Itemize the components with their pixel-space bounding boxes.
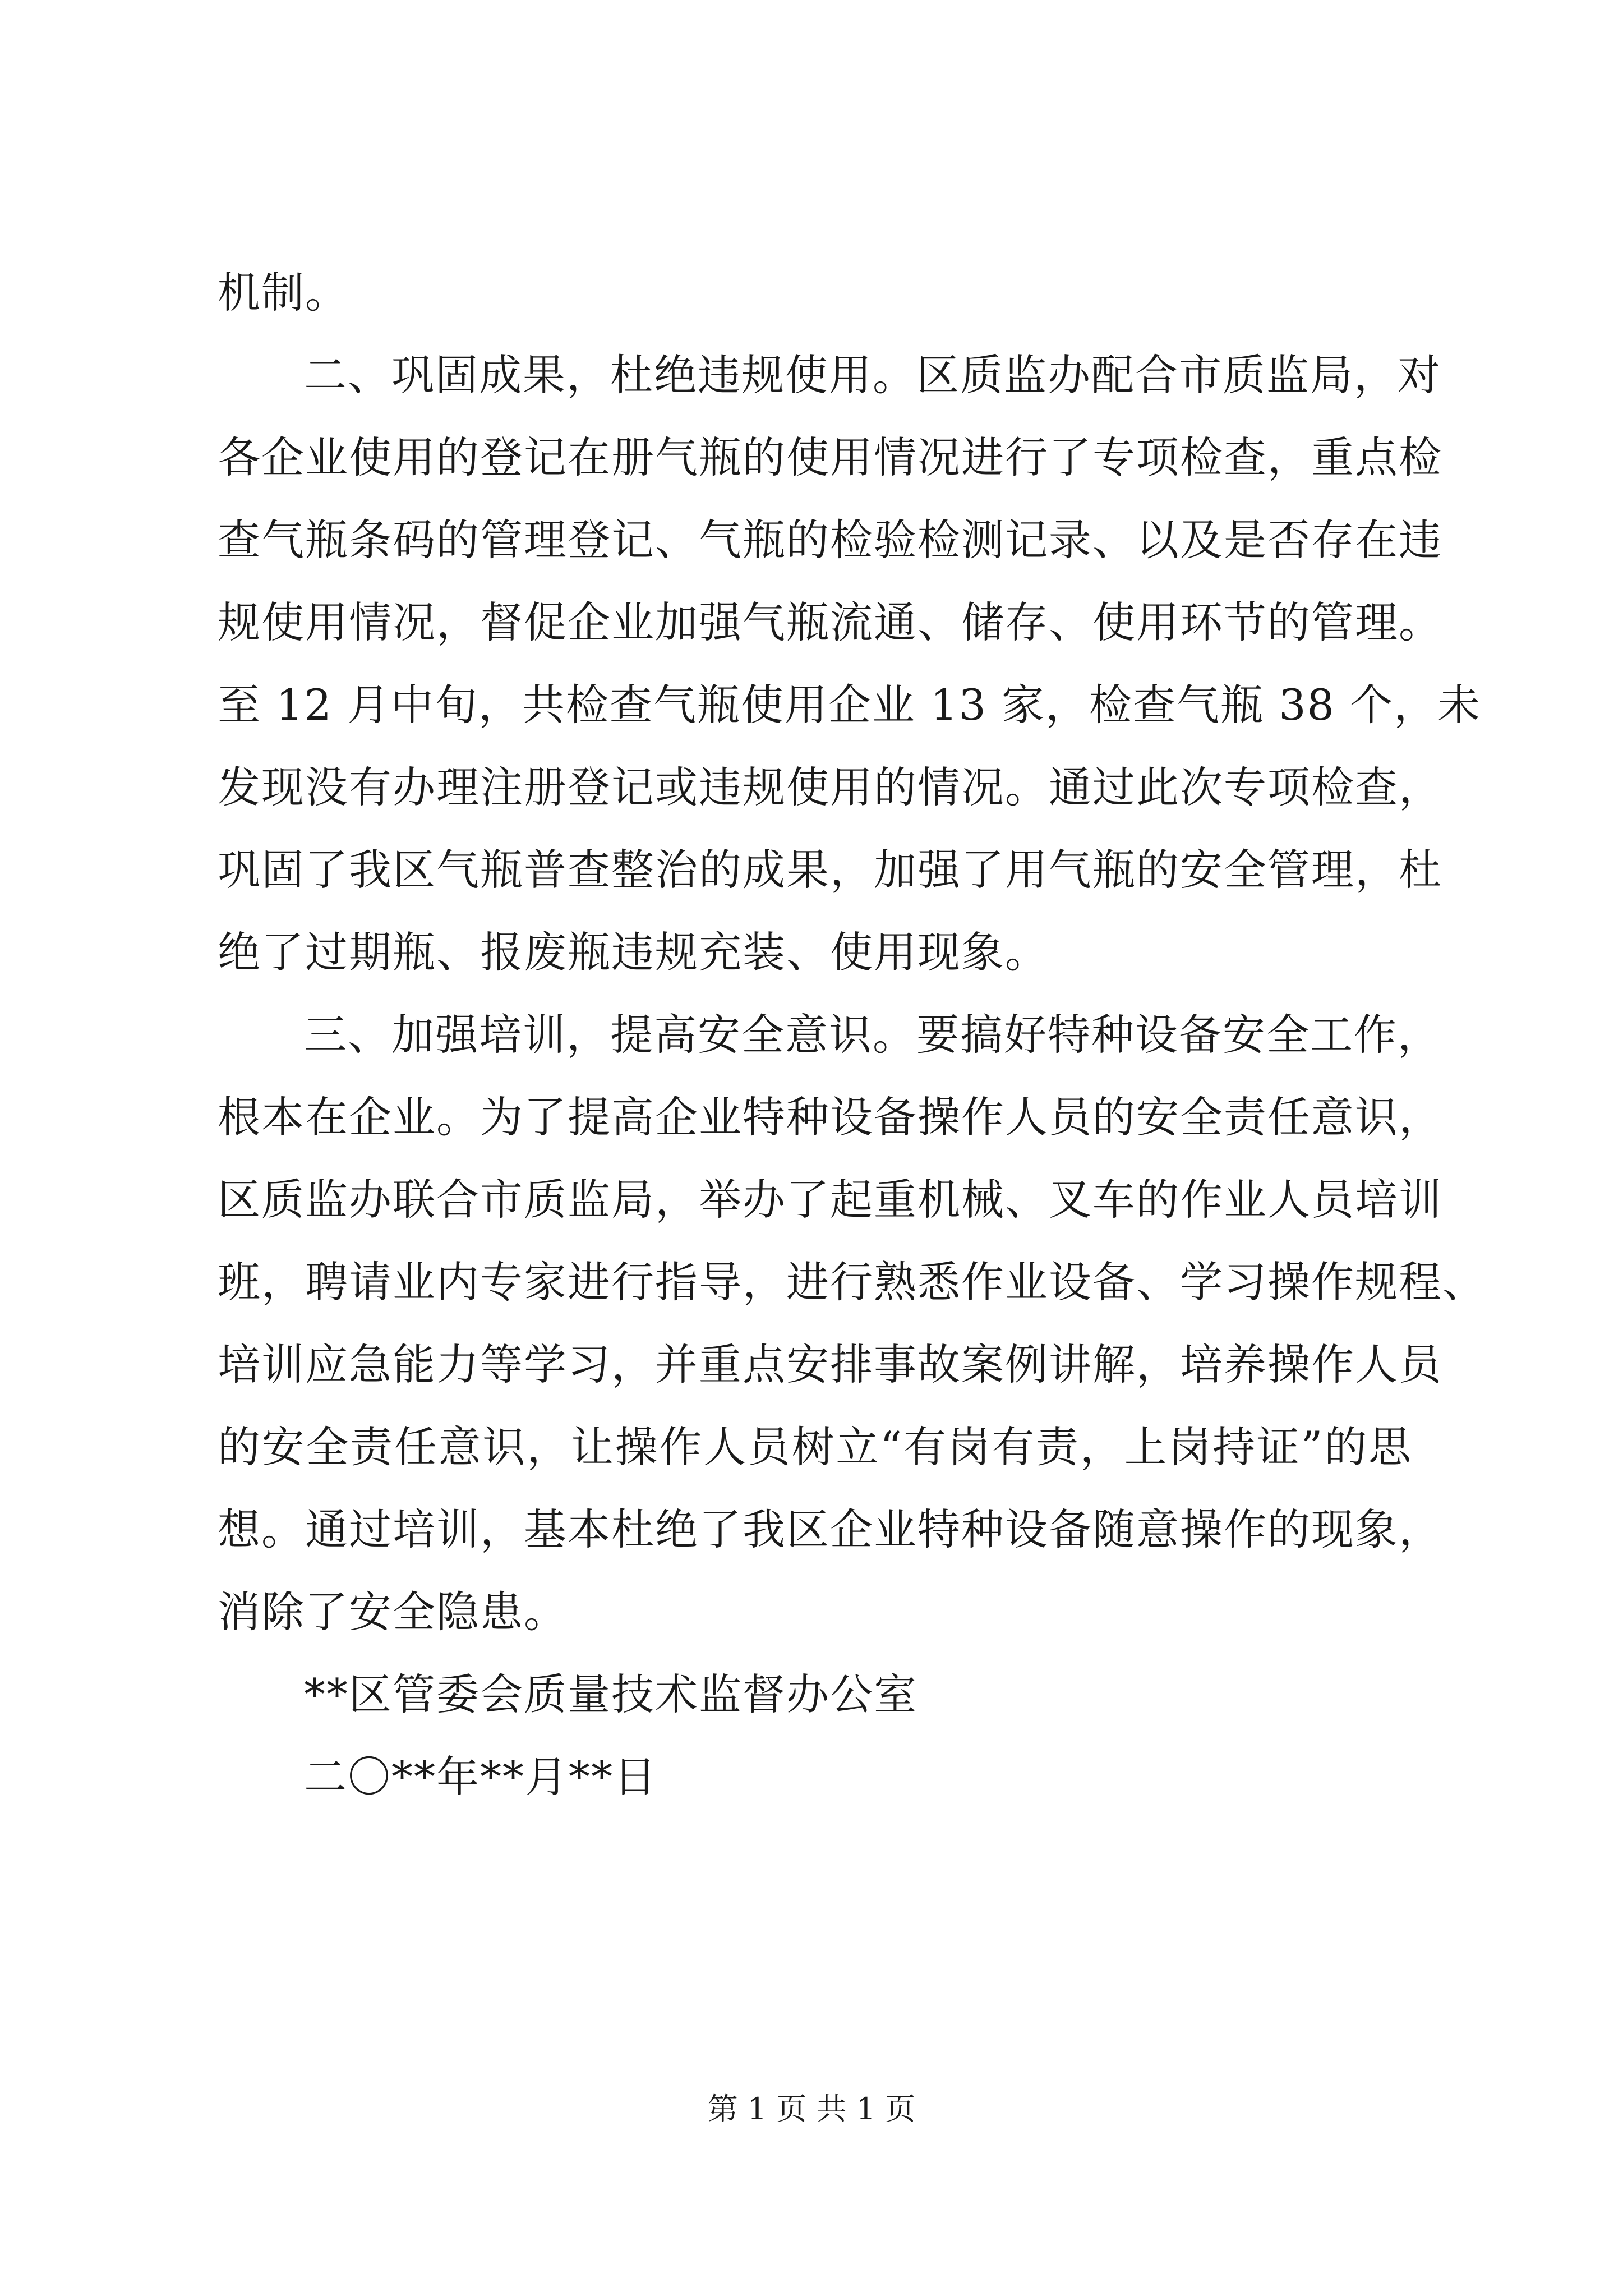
paragraph-intro-end xyxy=(218,251,1412,334)
text-line: 消除了安全隐患。 xyxy=(218,1587,568,1637)
text-line: 的安全责任意识，让操作人员树立“有岗有责，上岗持证”的思 xyxy=(218,1422,1412,1472)
paragraph-section-two xyxy=(218,334,1482,993)
text-line: 各企业使用的登记在册气瓶的使用情况进行了专项检查，重点检 xyxy=(218,432,1442,482)
signature-date: 二〇**年**月**日 xyxy=(304,1752,657,1802)
page-number-footer: 第 1 页 共 1 页 xyxy=(707,2091,916,2127)
text-line: 规使用情况，督促企业加强气瓶流通、储存、使用环节的管理。 xyxy=(218,597,1442,647)
text-line: 至 12 月中旬，共检查气瓶使用企业 13 家，检查气瓶 38 个，未 xyxy=(218,680,1482,730)
text-line: 三、加强培训，提高安全意识。要搞好特种设备安全工作， xyxy=(304,1010,1441,1060)
text-line: 想。通过培训，基本杜绝了我区企业特种设备随意操作的现象， xyxy=(218,1504,1442,1554)
text-line: 巩固了我区气瓶普查整治的成果，加强了用气瓶的安全管理，杜 xyxy=(218,845,1442,895)
text-line: 发现没有办理注册登记或违规使用的情况。通过此次专项检查， xyxy=(218,762,1442,812)
text-line: 培训应急能力等学习，并重点安排事故案例讲解，培养操作人员 xyxy=(218,1340,1442,1389)
text-line: 二、巩固成果，杜绝违规使用。区质监办配合市质监局，对 xyxy=(304,350,1441,400)
text-line: 区质监办联合市质监局，举办了起重机械、叉车的作业人员培训 xyxy=(218,1175,1442,1225)
text-line: 根本在企业。为了提高企业特种设备操作人员的安全责任意识， xyxy=(218,1092,1442,1142)
signature-organization: **区管委会质量技术监督办公室 xyxy=(304,1669,917,1719)
signature-block xyxy=(218,1653,1412,1818)
text-line: 班，聘请业内专家进行指导，进行熟悉作业设备、学习操作规程、 xyxy=(218,1257,1486,1307)
document-body xyxy=(218,251,1486,1818)
text-line: 机制。 xyxy=(218,268,349,318)
text-line: 查气瓶条码的管理登记、气瓶的检验检测记录、以及是否存在违 xyxy=(218,515,1442,565)
paragraph-section-three xyxy=(218,993,1486,1653)
text-line: 绝了过期瓶、报废瓶违规充装、使用现象。 xyxy=(218,927,1049,977)
